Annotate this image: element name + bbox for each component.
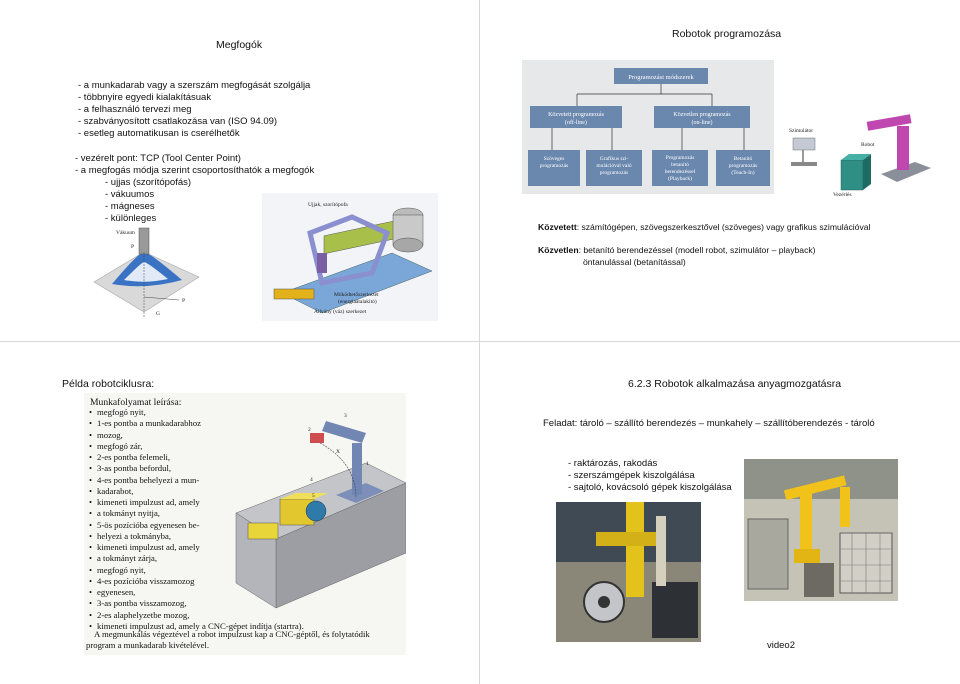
online-label: Közvetlen programozás bbox=[673, 112, 731, 118]
bullet-icon: • bbox=[88, 587, 93, 597]
bullet-icon: • bbox=[88, 440, 93, 451]
process-step-text: 2-es alaphelyzetbe mozog, bbox=[97, 609, 190, 620]
process-step-text: helyezi a tokmányba, bbox=[97, 530, 172, 541]
point-label: 3 bbox=[344, 413, 347, 419]
leaf-text: (Teach-In) bbox=[731, 170, 755, 176]
sub-bullet: - vákuumos bbox=[105, 189, 155, 200]
offline-label: Közvetett programozás bbox=[548, 112, 604, 118]
direct-programming-text-2: öntanulással (betanítással) bbox=[583, 257, 686, 267]
bullet-icon: • bbox=[88, 620, 93, 631]
process-step-text: a tokmányt zárja, bbox=[97, 553, 158, 564]
bullet-icon: • bbox=[88, 542, 93, 552]
process-step-text: 4-es pontba behelyezi a mun- bbox=[97, 474, 200, 485]
point-label: 1 bbox=[366, 461, 369, 467]
palletizing-photo[interactable] bbox=[744, 459, 898, 601]
process-footer-2: program a munkadarab kivételével. bbox=[86, 640, 210, 650]
gravity-label: G bbox=[156, 311, 160, 317]
task-text: Feladat: tároló – szállító berendezés – munkahely – szállítóberendezés - tároló bbox=[543, 418, 875, 429]
definition: : számítógépen, szövegszerkesztővel (szöveges) vagy grafikus szimulációval bbox=[576, 222, 871, 232]
definition: : betanító berendezéssel (modell robot, szimulátor – playback) bbox=[578, 245, 816, 255]
machine-tending-photo[interactable] bbox=[556, 502, 701, 642]
bullet: - a felhasználó tervezi meg bbox=[78, 104, 192, 115]
bullet-icon: • bbox=[88, 508, 93, 519]
process-step-text: mozog, bbox=[97, 429, 123, 440]
slide-title: Példa robotciklusra: bbox=[62, 378, 155, 390]
leaf-text: programozás bbox=[728, 163, 758, 169]
point-label: 5 bbox=[312, 493, 315, 499]
frame-label: Állvány (váz) szerkezet bbox=[314, 309, 367, 315]
bullet-icon: • bbox=[88, 429, 93, 440]
point-label: 2 bbox=[308, 427, 311, 433]
axis-label: X bbox=[336, 449, 340, 455]
process-heading: Munkafolyamat leírása: bbox=[90, 397, 182, 408]
leaf-text: Grafikus szi- bbox=[599, 156, 629, 162]
sub-bullet: - ujjas (szorítópofás) bbox=[105, 177, 192, 188]
bullet-icon: • bbox=[88, 485, 93, 496]
process-step-text: megfogó zár, bbox=[97, 440, 143, 451]
slide-title: Megfogók bbox=[216, 39, 263, 51]
slide-title: 6.2.3 Robotok alkalmazása anyagmozgatásra bbox=[628, 378, 842, 390]
direct-programming-text bbox=[538, 245, 816, 257]
process-step-text: kimeneti impulzust ad, amely bbox=[97, 542, 200, 552]
leaf-text: programozás bbox=[539, 163, 569, 169]
pressure-label: P bbox=[182, 298, 186, 304]
bullet-icon: • bbox=[88, 407, 93, 417]
leaf-text: mulációval való bbox=[596, 163, 632, 169]
process-step-text: kadarabot, bbox=[97, 485, 134, 496]
bullet-icon: • bbox=[88, 564, 93, 575]
bullet-icon: • bbox=[88, 519, 93, 530]
process-step-text: kimeneti impulzust ad, amely a CNC-gépet indítja (startra). bbox=[97, 620, 304, 631]
cnc-robot-drawing bbox=[216, 403, 406, 621]
leaf-text: Betanító bbox=[733, 156, 753, 162]
application-item: - szerszámgépek kiszolgálása bbox=[568, 470, 695, 481]
process-step-text: megfogó nyit, bbox=[97, 407, 146, 417]
process-step-text: megfogó nyit, bbox=[97, 564, 146, 575]
bullet-icon: • bbox=[88, 553, 93, 564]
pressure-label: P bbox=[131, 244, 135, 250]
process-step-text: 3-as pontba visszamozog, bbox=[97, 598, 187, 609]
robot-label: Robot bbox=[861, 142, 875, 148]
leaf-text: betanító bbox=[671, 162, 689, 168]
diagram-root: Programozási módszerek bbox=[628, 74, 694, 81]
sub-bullet: - mágneses bbox=[105, 201, 155, 212]
quadrant-divider-vertical bbox=[479, 0, 480, 684]
bullet: - esetleg automatikusan is cserélhetők bbox=[78, 128, 240, 139]
term: Közvetlen bbox=[538, 245, 579, 255]
process-step-text: 5-ös pozícióba egyenesen be- bbox=[97, 519, 200, 530]
process-step-text: a tokmányt nyitja, bbox=[97, 508, 160, 519]
drive-label-2: (energiaátalakító) bbox=[338, 299, 377, 305]
vacuum-label: Vákuum bbox=[116, 230, 135, 236]
bullet-icon: • bbox=[88, 598, 93, 609]
process-step-text: 3-as pontba befordul, bbox=[97, 463, 172, 474]
process-step-text: 4-es pozícióba visszamozog bbox=[97, 575, 195, 586]
finger-gripper-figure bbox=[262, 193, 438, 321]
simulator-label: Szimulátor bbox=[789, 128, 814, 134]
sub-bullet: - különleges bbox=[105, 213, 157, 224]
teach-in-robot-figure bbox=[785, 104, 935, 200]
fingers-label: Ujjak, szorítópofa bbox=[308, 202, 348, 208]
bullet-icon: • bbox=[88, 530, 93, 541]
bullet-icon: • bbox=[88, 463, 93, 474]
leaf-text: berendezéssel bbox=[664, 169, 696, 175]
work-process-figure bbox=[84, 393, 406, 655]
video-link[interactable]: video2 bbox=[767, 640, 795, 651]
programming-methods-diagram bbox=[522, 60, 774, 194]
bullet-icon: • bbox=[88, 609, 93, 620]
bullet-icon: • bbox=[88, 418, 93, 429]
bullet-icon: • bbox=[88, 497, 93, 507]
bullet: - szabványosított csatlakozása van (ISO 94.09) bbox=[78, 116, 278, 127]
quadrant-divider-horizontal bbox=[0, 341, 960, 342]
bullet: - a munkadarab vagy a szerszám megfogását szolgálja bbox=[78, 80, 311, 91]
process-step-text: kimeneti impulzust ad, amely bbox=[97, 497, 200, 507]
application-item: - raktározás, rakodás bbox=[568, 458, 658, 469]
application-item: - sajtoló, kovácsoló gépek kiszolgálása bbox=[568, 482, 732, 493]
online-label-2: (on-line) bbox=[691, 120, 713, 126]
offline-label-2: (off-line) bbox=[565, 120, 587, 126]
process-step-text: egyenesen, bbox=[97, 587, 136, 597]
bullet-icon: • bbox=[88, 452, 93, 462]
indirect-programming-text bbox=[538, 222, 870, 234]
process-footer: A megmunkálás végeztével a robot impulzust kap a CNC-géptől, és folytatódik bbox=[94, 629, 370, 639]
bullet-icon: • bbox=[88, 575, 93, 586]
bullet: - a megfogás módja szerint csoportosíthatók a megfogók bbox=[75, 165, 315, 176]
leaf-text: programozás bbox=[599, 170, 629, 176]
process-step-text: 1-es pontba a munkadarabhoz bbox=[97, 418, 201, 429]
point-label: 4 bbox=[310, 477, 313, 483]
bullet-icon: • bbox=[88, 474, 93, 485]
bullet: - vezérelt pont: TCP (Tool Center Point) bbox=[75, 153, 241, 164]
slide-title: Robotok programozása bbox=[672, 28, 782, 40]
process-step-text: 2-es pontba felemeli, bbox=[97, 452, 171, 462]
leaf-text: Programozás bbox=[665, 155, 695, 161]
leaf-text: (Playback) bbox=[668, 176, 692, 182]
leaf-text: Szöveges bbox=[543, 156, 565, 162]
drive-label: Működtetőszerkezet bbox=[334, 292, 379, 298]
bullet: - többnyire egyedi kialakításuak bbox=[78, 92, 212, 103]
control-label: Vezérlés bbox=[833, 192, 852, 198]
term: Közvetett bbox=[538, 222, 577, 232]
vacuum-gripper-figure bbox=[84, 222, 204, 322]
